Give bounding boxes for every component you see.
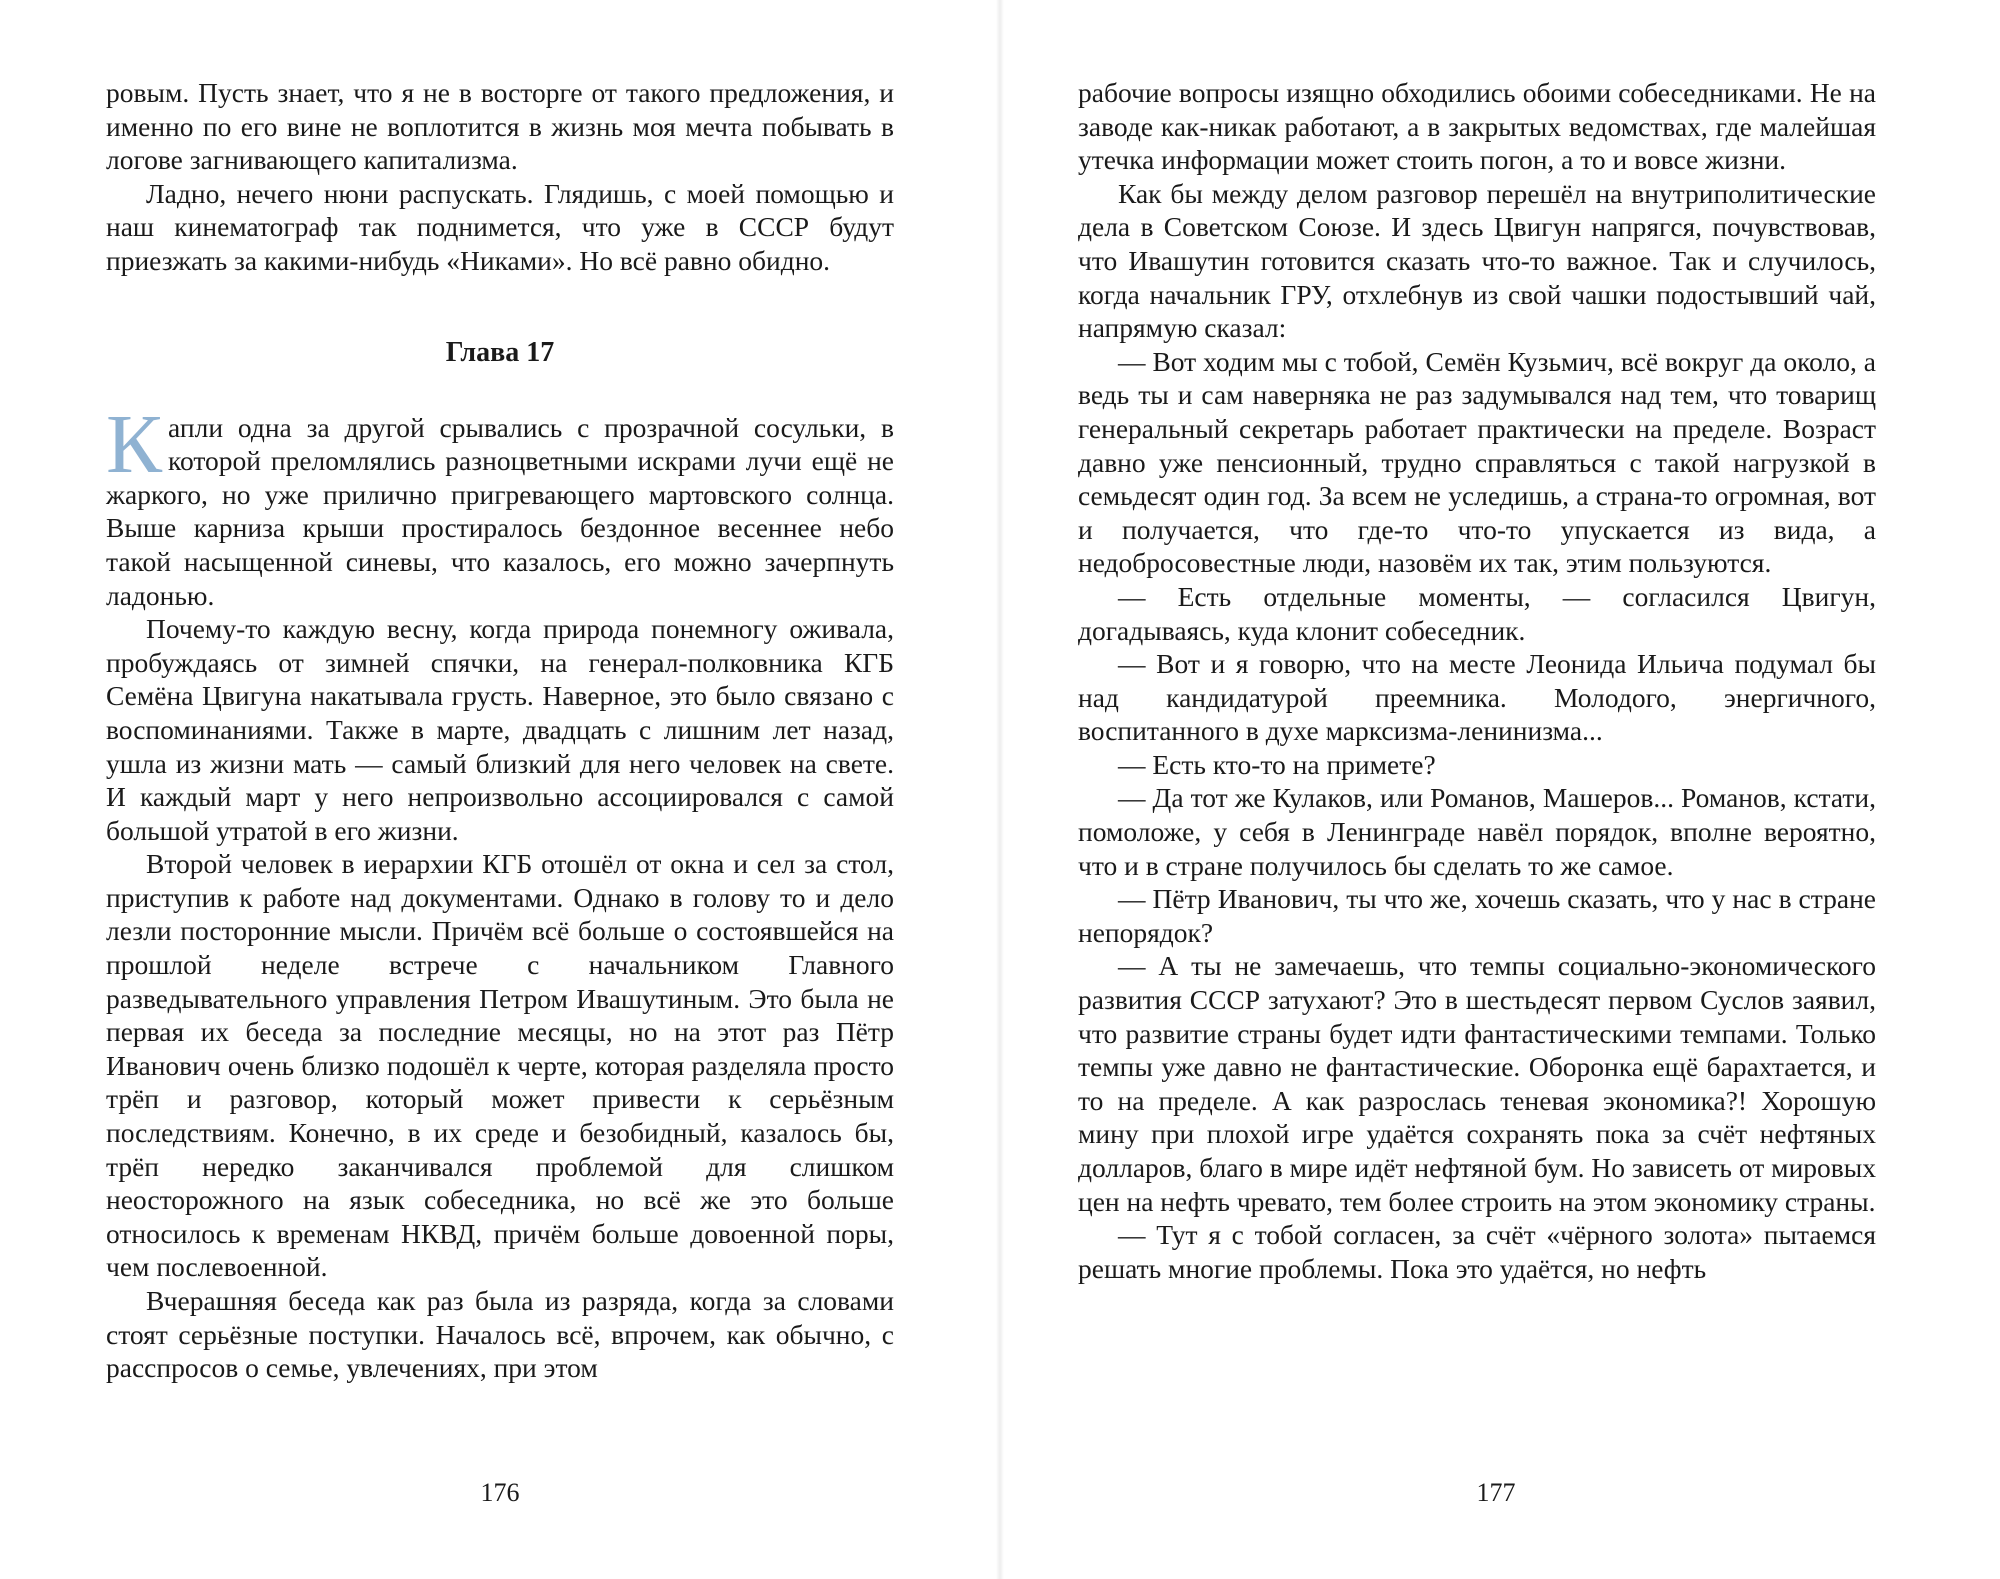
dialogue-paragraph: — Есть отдельные моменты, — согласился Цвигун, догадываясь, куда клонит собеседник. bbox=[1078, 580, 1876, 646]
paragraph: Почему-то каждую весну, когда природа понемногу оживала, пробуждаясь от зимней спячки, на генерал-полковника КГБ Семёна Цвигуна накатывала грусть. Наверное, это было связано с воспоминаниями. Также в марте, двадцать с лишним лет назад, ушла из жизни мать — самый близкий для него человек на свете. И каждый март у него непроизвольно ассоциировался с самой большой утратой в его жизни. bbox=[106, 613, 894, 846]
drop-cap: К bbox=[106, 397, 163, 491]
paragraph: Второй человек в иерархии КГБ отошёл от окна и сел за стол, приступив к работе над документами. Однако в голову то и дело лезли посторонние мысли. Причём всё больше о состоявшейся на прошлой неделе встрече с начальником Главного разведывательного управления Петром Ивашутиным. Это была не первая их беседа за последние месяцы, но на этот раз Пётр Иванович очень близко подошёл к черте, которая разделяла просто трёп и разговор, который может привести к серьёзным последствиям. Конечно, в их среде и безобидный, казалось бы, трёп нередко заканчивался проблемой для слишком неосторожного на язык собеседника, но всё же это больше относилось к временам НКВД, причём больше довоенной поры, чем послевоенной. bbox=[106, 848, 894, 1283]
dialogue-paragraph: — Да тот же Кулаков, или Романов, Машеров... Романов, кстати, помоложе, у себя в Ленинграде навёл порядок, вполне вероятно, что и в стране получилось бы сделать то же самое. bbox=[1078, 782, 1876, 881]
left-page-text bbox=[106, 76, 894, 1385]
paragraph: Вчерашняя беседа как раз была из разряда, когда за словами стоят серьёзные поступки. Началось всё, впрочем, как обычно, с расспросов о семье, увлечениях, при этом bbox=[106, 1285, 894, 1384]
right-page bbox=[1000, 0, 2000, 1579]
chapter-title: Глава 17 bbox=[445, 336, 555, 368]
page-number: 177 bbox=[1476, 1478, 1516, 1507]
dialogue-paragraph: — Вот и я говорю, что на месте Леонида Ильича подумал бы над кандидатурой преемника. Молодого, энергичного, воспитанного в духе марксизма-ленинизма... bbox=[1078, 648, 1876, 747]
dialogue-paragraph: — Есть кто-то на примете? bbox=[1118, 748, 1436, 780]
opening-text: апли одна за другой срывались с прозрачной сосульки, в которой преломлялись разноцветными искрами лучи ещё не жаркого, но уже прилично пригревающего мартовского солнца. Выше карниза крыши простиралось бездонное весеннее небо такой насыщенной синевы, что казалось, его можно зачерпнуть ладонью. bbox=[106, 411, 894, 611]
dialogue-paragraph: — Пётр Иванович, ты что же, хочешь сказать, что у нас в стране непорядок? bbox=[1078, 883, 1876, 948]
paragraph: ровым. Пусть знает, что я не в восторге от такого предложения, и именно по его вине не воплотится в жизнь моя мечта побывать в логове загнивающего капитализма. bbox=[106, 77, 894, 176]
dialogue-paragraph: — А ты не замечаешь, что темпы социально-экономического развития СССР затухают? Это в шестьдесят первом Суслов заявил, что развитие страны будет идти фантастическими темпами. Только темпы уже давно не фантастические. Оборонка ещё барахтается, и то на пределе. А как разрослась теневая экономика?! Хорошую мину при плохой игре удаётся сохранять пока за счёт нефтяных долларов, благо в мире идёт нефтяной бум. Но зависеть от мировых цен на нефть чревато, тем более строить на этом экономику страны. bbox=[1078, 950, 1876, 1217]
page-number: 176 bbox=[480, 1478, 520, 1507]
dialogue-paragraph: — Вот ходим мы с тобой, Семён Кузьмич, всё вокруг да около, а ведь ты и сам наверняка не раз задумывался над тем, что товарищ генеральный секретарь работает практически на пределе. Возраст давно уже пенсионный, трудно справляться с такой нагрузкой в семьдесят один год. За всем не уследишь, а страна-то огромная, вот и получается, что где-то что-то упускается из вида, а недобросовестные люди, назовём их так, этим пользуются. bbox=[1078, 345, 1876, 579]
chapter-opening-paragraph bbox=[106, 397, 894, 613]
paragraph: рабочие вопросы изящно обходились обоими собеседниками. Не на заводе как-никак работают, а в закрытых ведомствах, где малейшая утечка информации может стоить погон, а то и вовсе жизни. bbox=[1078, 77, 1876, 176]
dialogue-paragraph: — Тут я с тобой согласен, за счёт «чёрного золота» пытаемся решать многие проблемы. Пока это удаётся, но нефть bbox=[1078, 1219, 1876, 1284]
paragraph: Как бы между делом разговор перешёл на внутриполитические дела в Советском Союзе. И здесь Цвигун напрягся, почувствовав, что Ивашутин готовится сказать что-то важное. Так и случилось, когда начальник ГРУ, отхлебнув из свой чашки подостывший чай, напрямую сказал: bbox=[1078, 177, 1876, 344]
right-page-text bbox=[1078, 76, 1876, 1285]
paragraph: Ладно, нечего нюни распускать. Глядишь, с моей помощью и наш кинематограф так поднимется, что уже в СССР будут приезжать за какими-нибудь «Никами». Но всё равно обидно. bbox=[106, 177, 894, 276]
